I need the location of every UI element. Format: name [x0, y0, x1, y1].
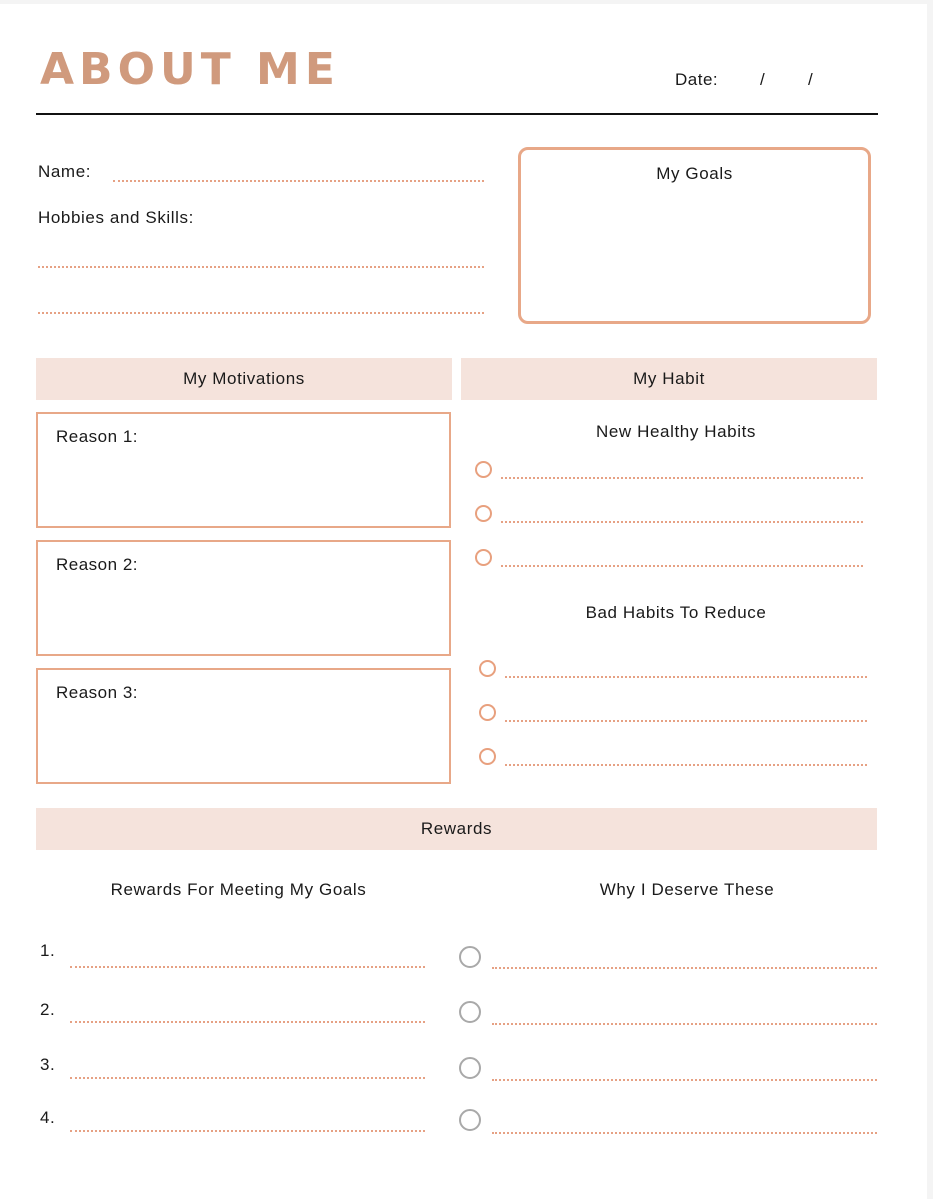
reward-line-3[interactable]: [70, 1077, 425, 1079]
date-separator-2: /: [808, 70, 813, 89]
bad-habits-title: Bad Habits To Reduce: [585, 603, 767, 622]
motivations-header: My Motivations: [36, 358, 452, 400]
name-input-line[interactable]: [113, 180, 484, 182]
deserve-line-1[interactable]: [492, 967, 877, 969]
deserve-line-2[interactable]: [492, 1023, 877, 1025]
hobbies-input-line-1[interactable]: [38, 266, 484, 268]
reason-box-3[interactable]: [36, 668, 451, 784]
bad-habit-line-2[interactable]: [505, 720, 867, 722]
reason-label-1: Reason 1:: [56, 427, 138, 446]
healthy-habit-checkbox-1[interactable]: [475, 461, 492, 478]
hobbies-label: Hobbies and Skills:: [38, 208, 194, 227]
healthy-habit-checkbox-3[interactable]: [475, 549, 492, 566]
reward-number-2: 2.: [40, 1000, 56, 1019]
reward-line-2[interactable]: [70, 1021, 425, 1023]
habit-header: My Habit: [461, 358, 877, 400]
bad-habit-line-1[interactable]: [505, 676, 867, 678]
reward-line-1[interactable]: [70, 966, 425, 968]
date-label: Date:: [675, 70, 719, 89]
date-separator-1: /: [760, 70, 765, 89]
healthy-habits-title: New Healthy Habits: [595, 422, 757, 441]
deserve-line-4[interactable]: [492, 1132, 877, 1134]
rewards-header: Rewards: [36, 808, 877, 850]
bad-habit-checkbox-1[interactable]: [479, 660, 496, 677]
bad-habit-checkbox-2[interactable]: [479, 704, 496, 721]
header-divider: [36, 113, 878, 115]
reason-box-1[interactable]: [36, 412, 451, 528]
reason-box-2[interactable]: [36, 540, 451, 656]
deserve-checkbox-1[interactable]: [459, 946, 481, 968]
bad-habit-line-3[interactable]: [505, 764, 867, 766]
rewards-left-title: Rewards For Meeting My Goals: [110, 880, 367, 899]
healthy-habit-checkbox-2[interactable]: [475, 505, 492, 522]
rewards-right-title: Why I Deserve These: [599, 880, 775, 899]
deserve-checkbox-3[interactable]: [459, 1057, 481, 1079]
reward-number-4: 4.: [40, 1108, 56, 1127]
deserve-line-3[interactable]: [492, 1079, 877, 1081]
name-label: Name:: [38, 162, 92, 181]
worksheet-page: [0, 4, 927, 1199]
bad-habit-checkbox-3[interactable]: [479, 748, 496, 765]
page-title: ABOUT ME: [40, 44, 340, 95]
reward-number-3: 3.: [40, 1055, 56, 1074]
goals-box[interactable]: [518, 147, 871, 324]
deserve-checkbox-4[interactable]: [459, 1109, 481, 1131]
healthy-habit-line-3[interactable]: [501, 565, 863, 567]
reason-label-3: Reason 3:: [56, 683, 138, 702]
healthy-habit-line-2[interactable]: [501, 521, 863, 523]
reward-number-1: 1.: [40, 941, 56, 960]
reward-line-4[interactable]: [70, 1130, 425, 1132]
hobbies-input-line-2[interactable]: [38, 312, 484, 314]
reason-label-2: Reason 2:: [56, 555, 138, 574]
goals-title: My Goals: [656, 164, 733, 183]
deserve-checkbox-2[interactable]: [459, 1001, 481, 1023]
healthy-habit-line-1[interactable]: [501, 477, 863, 479]
